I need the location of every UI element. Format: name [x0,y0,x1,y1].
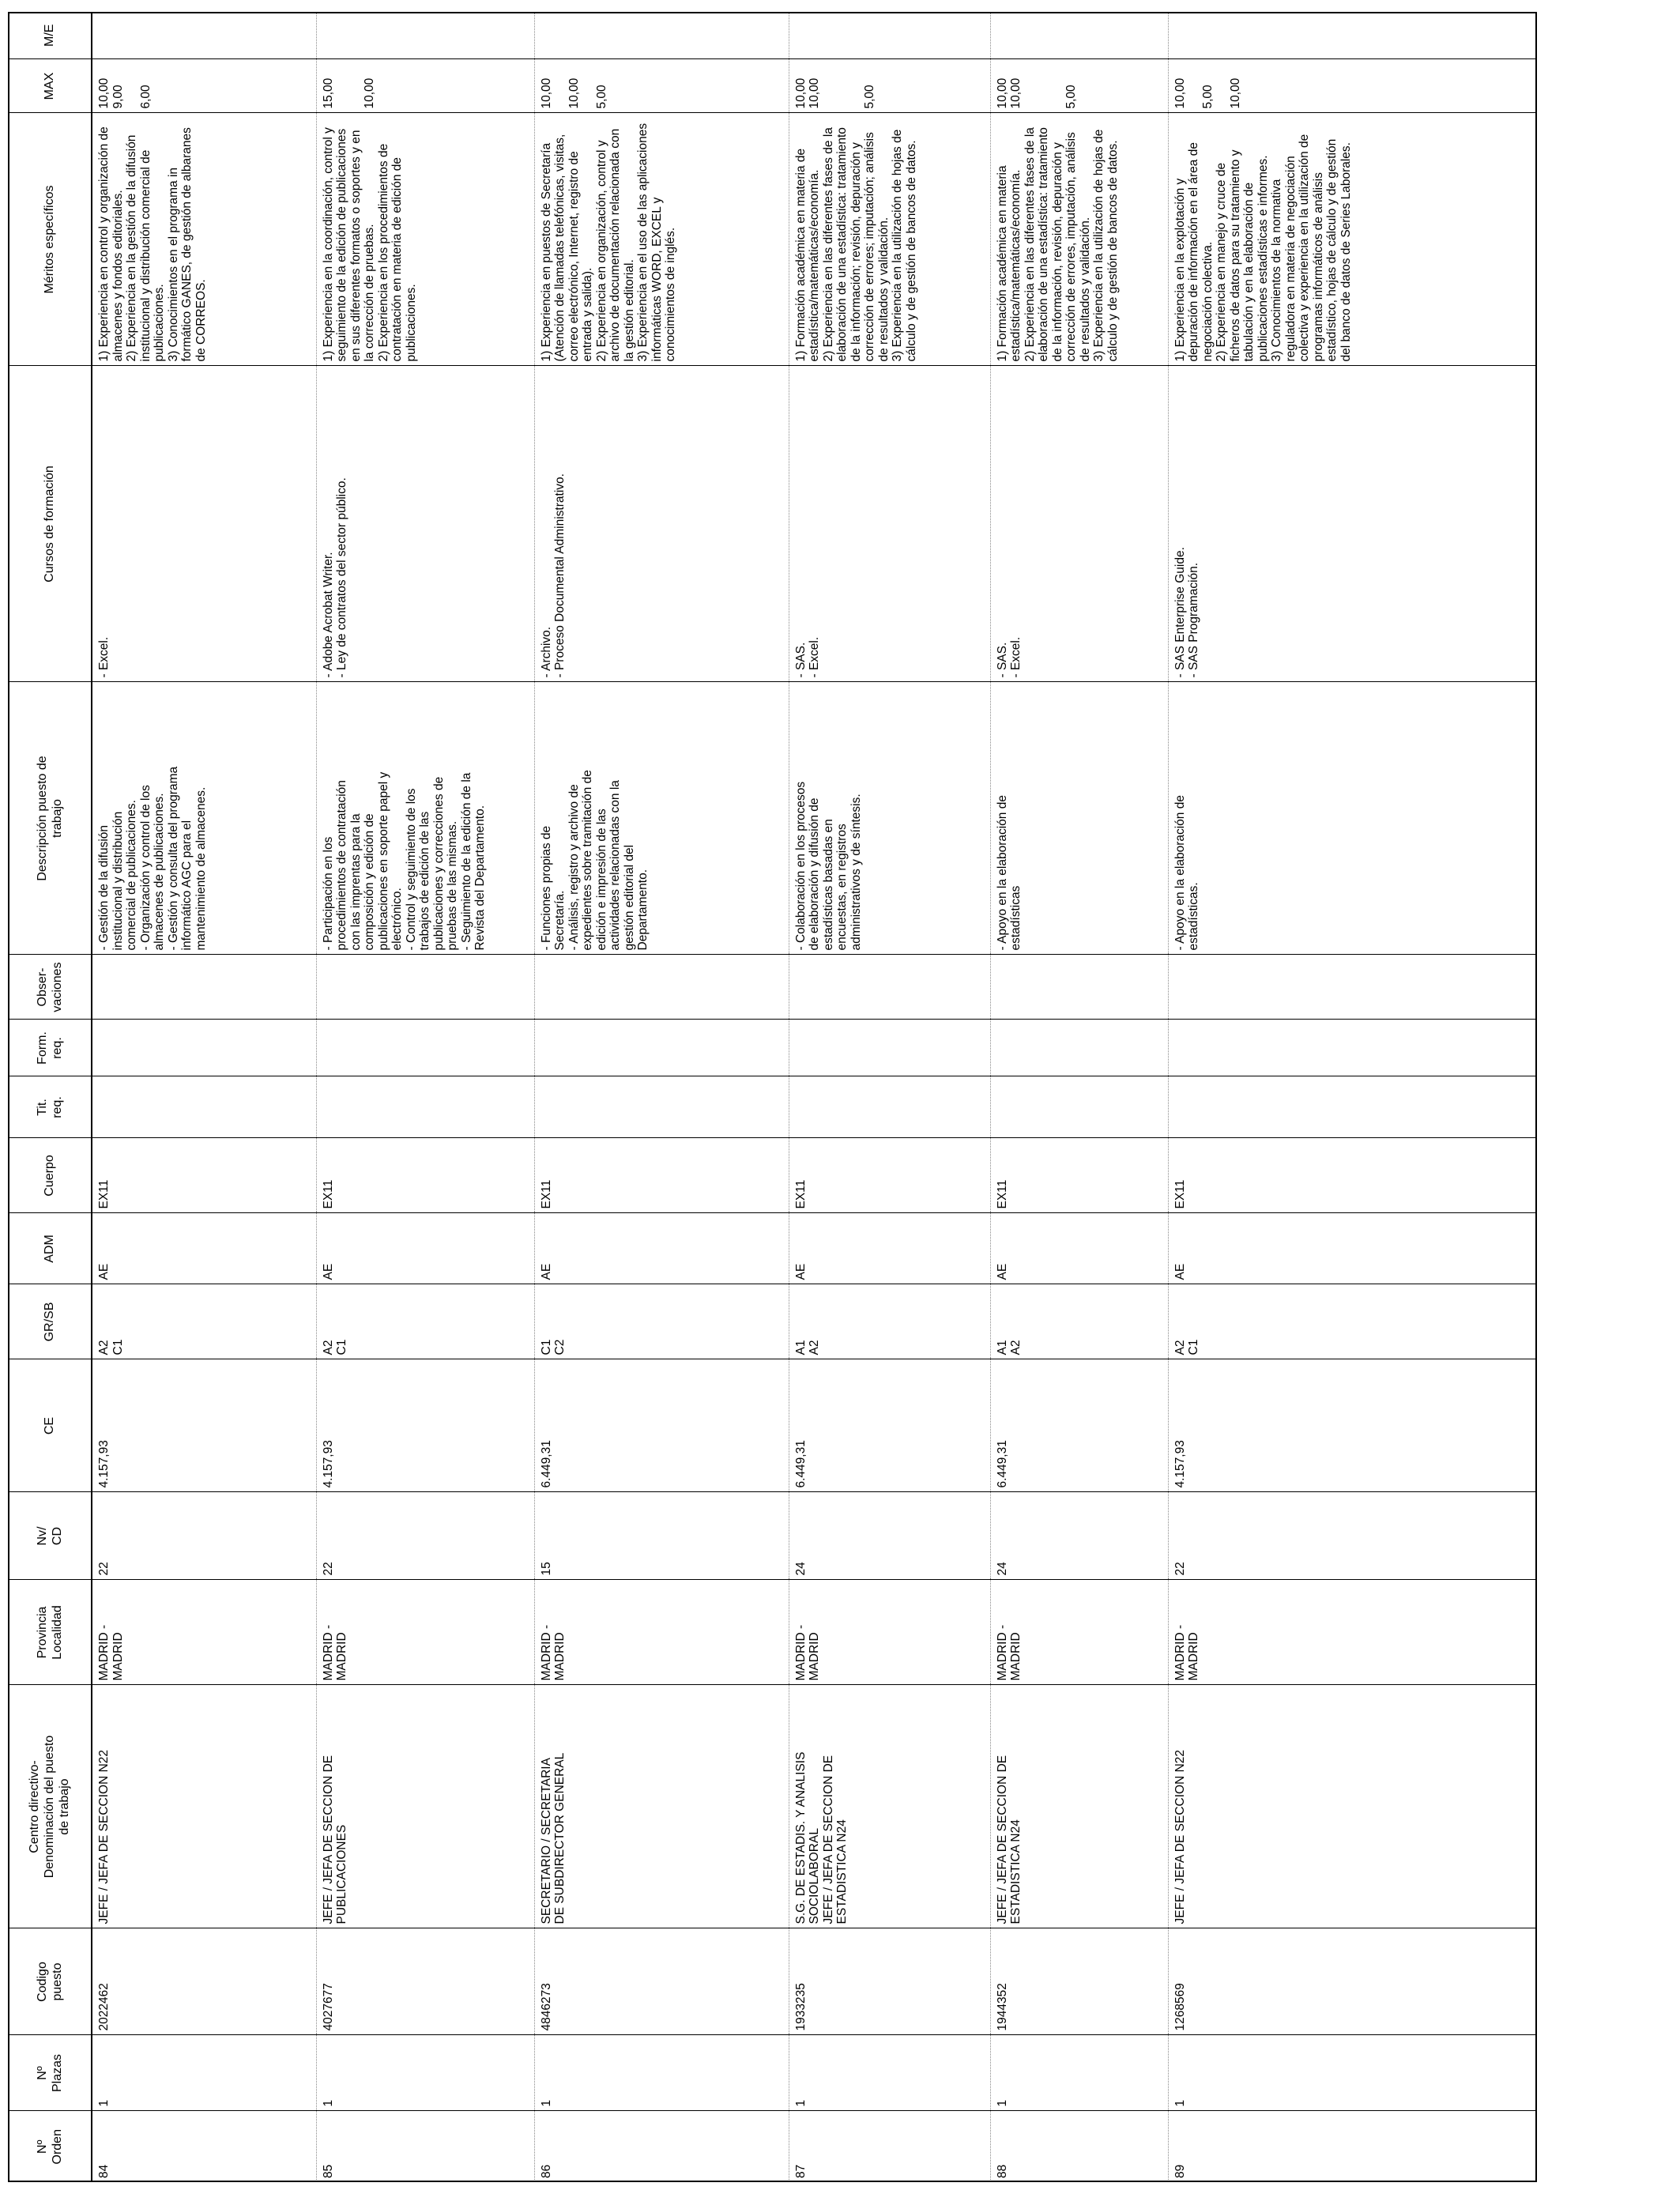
cell-text-cursos: - Excel. [97,636,111,678]
cell-adm [990,1213,1168,1284]
column-header-codigo: Codigo puesto [8,1928,92,2035]
max-score [125,63,139,109]
column-header-provincia: Provincia Localidad [8,1580,92,1685]
cell-cursos [1168,366,1537,682]
cell-text-adm: AE [1173,1263,1187,1280]
cell-codigo [990,1928,1168,2035]
cell-text-ce: 6.449,31 [793,1440,808,1488]
column-header-form: Form. req. [8,1020,92,1076]
cell-me [990,12,1168,59]
max-score: 10,00 [567,77,581,109]
max-score: 5,00 [1064,85,1078,109]
max-score: 10,00 [97,77,111,109]
cell-plazas [316,2035,534,2111]
cell-text-adm: AE [995,1263,1009,1280]
cell-form [789,1020,990,1076]
column-header-ce: CE [8,1359,92,1492]
cell-adm [316,1213,534,1284]
cell-text-cuerpo: EX11 [97,1179,111,1209]
cell-me [1168,12,1537,59]
cell-text-descripcion: - Gestión de la difusión institucional y distribución comercial de publicaciones. - Organización y control de los almacenes de publicaciones. - Gestión y consulta del programa informático AGC para el mantenimiento de almacenes. [97,766,208,951]
cell-obs [92,955,316,1020]
table-row [534,12,789,2182]
cell-codigo [316,1928,534,2035]
column-header-max: MAX [8,59,92,113]
cell-me [534,12,789,59]
cell-text-plazas: 1 [793,2099,808,2107]
column-header-plazas: Nº Plazas [8,2035,92,2111]
cell-text-codigo: 1268569 [1173,1983,1187,2031]
column-header-meritos: Méritos específicos [8,113,92,366]
cell-orden [534,2111,789,2182]
cell-codigo [92,1928,316,2035]
cell-text-plazas: 1 [97,2099,111,2107]
cell-plazas [990,2035,1168,2111]
cell-tit [92,1076,316,1138]
cell-text-provincia: MADRID - MADRID [97,1624,125,1681]
cell-adm [1168,1213,1537,1284]
cell-text-nivel: 22 [97,1562,111,1576]
max-score [1215,63,1229,109]
cell-centro [1168,1685,1537,1928]
column-header-me: M/E [8,12,92,59]
cell-text-cursos: - Archivo. - Proceso Documental Administrativo. [539,473,567,678]
cell-max [534,59,789,113]
cell-nivel [990,1492,1168,1580]
cell-plazas [789,2035,990,2111]
column-header-descripcion: Descripción puesto de trabajo [8,682,92,955]
cell-text-codigo: 2022462 [97,1983,111,2031]
cell-orden [990,2111,1168,2182]
cell-text-adm: AE [97,1263,111,1280]
cell-max [316,59,534,113]
cell-text-orden: 88 [995,2164,1009,2178]
cell-text-ce: 4.157,93 [1173,1440,1187,1488]
cell-meritos [92,113,316,366]
cell-text-grupo: A1 A2 [995,1340,1023,1355]
cell-grupo [92,1284,316,1359]
cell-form [990,1020,1168,1076]
max-score [553,63,567,109]
cell-grupo [316,1284,534,1359]
max-score [349,63,363,109]
cell-codigo [1168,1928,1537,2035]
cell-text-meritos: 1) Experiencia en la coordinación, control y seguimiento de la edición de publicaciones en sus diferentes formatos o soportes y en la corrección de pruebas. 2) Experiencia en los procedimientos de contratación en materia de edición de publicaciones. [321,127,418,362]
cell-me [316,12,534,59]
job-title: JEFE / JEFA DE SECCION N22 [1173,1749,1187,1924]
max-score [822,63,836,109]
cell-text-adm: AE [793,1263,808,1280]
job-title: JEFE / JEFA DE SECCION DE ESTADISTICA N24 [821,1755,849,1924]
cell-text-provincia: MADRID - MADRID [995,1624,1023,1681]
table-row [990,12,1168,2182]
cell-tit [789,1076,990,1138]
cell-cuerpo [1168,1138,1537,1213]
column-header-obs: Obser- vaciones [8,955,92,1020]
cell-ce [789,1359,990,1492]
cell-cuerpo [534,1138,789,1213]
cell-adm [92,1213,316,1284]
cell-orden [789,2111,990,2182]
column-header-adm: ADM [8,1213,92,1284]
cell-max [92,59,316,113]
cell-text-cursos: - SAS Enterprise Guide. - SAS Programación. [1173,547,1200,678]
cell-nivel [1168,1492,1537,1580]
job-title: JEFE / JEFA DE SECCION N22 [97,1749,111,1924]
max-score: 10,00 [808,77,821,109]
cell-text-descripcion: - Apoyo en la elaboración de estadísticas [995,795,1023,951]
cell-obs [990,955,1168,1020]
cell-text-grupo: A1 A2 [793,1340,821,1355]
cell-ce [316,1359,534,1492]
cell-text-nivel: 24 [995,1562,1009,1576]
cell-form [1168,1020,1537,1076]
cell-text-cuerpo: EX11 [1173,1179,1187,1209]
cell-text-provincia: MADRID - MADRID [321,1624,348,1681]
cell-cursos [534,366,789,682]
max-score: 10,00 [1228,77,1242,109]
cell-text-meritos: 1) Experiencia en control y organización de almacenes y fondos editoriales. 2) Experiencia en la gestión de la difusión institucional y distribución comercial de publicaciones. 3) Conocimientos en el programa in formático GANES, de gestión de albaranes de CORREOS. [97,126,208,362]
cell-adm [534,1213,789,1284]
cell-text-codigo: 4846273 [539,1983,553,2031]
cell-text-adm: AE [539,1263,553,1280]
cell-nivel [92,1492,316,1580]
max-score: 10,00 [1009,77,1023,109]
cell-plazas [534,2035,789,2111]
cell-ce [534,1359,789,1492]
cell-provincia [990,1580,1168,1685]
cell-provincia [316,1580,534,1685]
max-score: 10,00 [793,77,808,109]
cell-text-descripcion: - Participación en los procedimientos de contratación con las imprentas para la composición y edición de publicaciones en soporte papel y electrónico. - Control y seguimiento de los trabajos de edición de las publicaciones y correcciones de pruebas de las mismas. - Seguimiento de la edición de la Revista del Departamento. [321,771,487,951]
cell-text-cuerpo: EX11 [995,1179,1009,1209]
cell-centro [92,1685,316,1928]
max-score: 15,00 [321,77,335,109]
cell-max [990,59,1168,113]
cell-plazas [1168,2035,1537,2111]
max-score: 5,00 [1200,85,1215,109]
cell-meritos [789,113,990,366]
cell-text-cursos: - SAS. - Excel. [793,636,821,678]
cell-centro [990,1685,1168,1928]
cell-form [316,1020,534,1076]
job-title: SECRETARIO / SECRETARIA DE SUBDIRECTOR GENERAL [539,1752,567,1924]
cell-tit [316,1076,534,1138]
max-score: 5,00 [594,85,608,109]
cell-cuerpo [990,1138,1168,1213]
cell-orden [92,2111,316,2182]
max-score [1187,63,1201,109]
cell-nivel [316,1492,534,1580]
cell-ce [990,1359,1168,1492]
cell-grupo [990,1284,1168,1359]
column-header-tit: Tit. req. [8,1076,92,1138]
column-header-cuerpo: Cuerpo [8,1138,92,1213]
cell-text-grupo: A2 C1 [97,1339,125,1355]
column-header-centro: Centro directivo- Denominación del puesto de trabajo [8,1685,92,1928]
cell-text-ce: 6.449,31 [995,1440,1009,1488]
cell-codigo [534,1928,789,2035]
cell-plazas [92,2035,316,2111]
cell-text-grupo: A2 C1 [321,1339,348,1355]
cell-form [92,1020,316,1076]
cell-cursos [316,366,534,682]
cell-text-orden: 87 [793,2164,808,2178]
job-positions-table [8,12,1537,2182]
cell-obs [316,955,534,1020]
cell-text-orden: 84 [97,2164,111,2178]
cell-grupo [534,1284,789,1359]
cell-text-ce: 6.449,31 [539,1440,553,1488]
max-score: 6,00 [138,85,153,109]
cell-provincia [789,1580,990,1685]
table-row [92,12,316,2182]
table-row [789,12,990,2182]
cell-obs [789,955,990,1020]
job-title: JEFE / JEFA DE SECCION DE ESTADISTICA N24 [995,1755,1023,1924]
cell-text-orden: 89 [1173,2164,1187,2178]
cell-descripcion [316,682,534,955]
cell-text-ce: 4.157,93 [321,1440,335,1488]
column-header-orden: Nº Orden [8,2111,92,2182]
cell-text-plazas: 1 [995,2099,1009,2107]
cell-descripcion [92,682,316,955]
cell-centro [316,1685,534,1928]
max-score: 10,00 [539,77,553,109]
cell-meritos [534,113,789,366]
cell-text-plazas: 1 [539,2099,553,2107]
cell-text-grupo: A2 C1 [1173,1339,1200,1355]
max-score: 9,00 [111,85,125,109]
cell-text-descripcion: - Funciones propias de Secretaría. - Análisis, registro y archivo de expedientes sobre tramitación de edición e impresión de las actividades relacionadas con la gestión editorial del Departamento. [539,770,650,951]
cell-centro [534,1685,789,1928]
max-score: 10,00 [995,77,1009,109]
cell-max [789,59,990,113]
max-score [849,63,864,109]
cell-text-nivel: 22 [1173,1562,1187,1576]
cell-text-ce: 4.157,93 [97,1440,111,1488]
column-header-nivel: Nv/ CD [8,1492,92,1580]
cell-obs [1168,955,1537,1020]
max-score [1051,63,1065,109]
max-score [335,63,349,109]
cell-text-provincia: MADRID - MADRID [1173,1624,1200,1681]
cell-text-nivel: 15 [539,1562,553,1576]
cell-nivel [534,1492,789,1580]
cell-descripcion [534,682,789,955]
cell-text-meritos: 1) Experiencia en la explotación y depuración de información en el área de negociación colectiva. 2) Experiencia en manejo y cruce de ficheros de datos para su tratamiento y tabulación y en la elaboración de publicaciones estadísticas e informes. 3) Conocimientos de la normativa reguladora en materia de negociación colectiva y experiencia en la utilización de programas informáticos de análisis estadístico, hojas de cálculo y de gestión del banco de datos de Series Laborales. [1173,134,1353,362]
max-score [581,63,595,109]
cell-meritos [316,113,534,366]
cell-text-nivel: 22 [321,1562,335,1576]
cell-codigo [789,1928,990,2035]
cell-text-meritos: 1) Formación académica en materia de estadística/matemáticas/economía. 2) Experiencia en las diferentes fases de la elaboración de una estadística: tratamiento de la información; revisión, depuración y corrección de errores; imputación; análisis de resultados y validación. 3) Experiencia en la utilización de hojas de cálculo y de gestión de bancos de datos. [793,127,918,362]
cell-cuerpo [316,1138,534,1213]
cell-meritos [990,113,1168,366]
cell-text-plazas: 1 [321,2099,335,2107]
max-score: 10,00 [1173,77,1187,109]
max-score [835,63,849,109]
cell-me [92,12,316,59]
cell-cuerpo [92,1138,316,1213]
cell-cuerpo [789,1138,990,1213]
cell-orden [316,2111,534,2182]
cell-cursos [789,366,990,682]
max-score [1037,63,1051,109]
cell-grupo [1168,1284,1537,1359]
cell-provincia [534,1580,789,1685]
cell-cursos [990,366,1168,682]
cell-orden [1168,2111,1537,2182]
cell-text-codigo: 1933235 [793,1983,808,2031]
cell-text-provincia: MADRID - MADRID [793,1624,821,1681]
job-title: JEFE / JEFA DE SECCION DE PUBLICACIONES [321,1755,348,1924]
cell-text-descripcion: - Colaboración en los procesos de elaboración y difusión de estadísticas basadas en encuestas, en registros administrativos y de síntesis. [793,781,863,951]
cell-obs [534,955,789,1020]
cell-centro [789,1685,990,1928]
max-score [1023,63,1038,109]
cell-text-cuerpo: EX11 [793,1179,808,1209]
cell-text-descripcion: - Apoyo en la elaboración de estadísticas. [1173,795,1200,951]
cell-tit [534,1076,789,1138]
cell-descripcion [990,682,1168,955]
max-score: 10,00 [363,77,376,109]
cell-grupo [789,1284,990,1359]
cell-text-cuerpo: EX11 [321,1179,335,1209]
cell-max [1168,59,1537,113]
column-header-cursos: Cursos de formación [8,366,92,682]
header-row [8,12,92,2182]
cell-text-plazas: 1 [1173,2099,1187,2107]
cell-provincia [1168,1580,1537,1685]
centro-directivo-label: S.G. DE ESTADIS. Y ANALISIS SOCIOLABORAL [793,1751,821,1924]
max-score: 5,00 [863,85,876,109]
cell-cursos [92,366,316,682]
cell-ce [92,1359,316,1492]
cell-text-cursos: - Adobe Acrobat Writer. - Ley de contratos del sector público. [321,477,348,678]
cell-tit [1168,1076,1537,1138]
table-row [1168,12,1537,2182]
cell-ce [1168,1359,1537,1492]
cell-adm [789,1213,990,1284]
table-row [316,12,534,2182]
cell-descripcion [789,682,990,955]
cell-text-meritos: 1) Experiencia en puestos de Secretaría (Atención de llamadas telefónicas, visitas, correo electrónico, Internet, registro de entrada y salida). 2) Experiencia en organización, control y archivo de documentación relacionada con la gestión editorial. 3) Experiencia en el uso de las aplicaciones informáticas WORD, EXCEL y conocimientos de inglés. [539,123,677,362]
cell-text-orden: 85 [321,2164,335,2178]
cell-text-grupo: C1 C2 [539,1339,567,1355]
cell-text-cuerpo: EX11 [539,1179,553,1209]
table-body [92,12,1537,2182]
cell-form [534,1020,789,1076]
cell-nivel [789,1492,990,1580]
cell-text-codigo: 4027677 [321,1983,335,2031]
cell-descripcion [1168,682,1537,955]
cell-text-orden: 86 [539,2164,553,2178]
cell-provincia [92,1580,316,1685]
cell-text-meritos: 1) Formación académica en materia estadística/matemáticas/economía. 2) Experiencia en las diferentes fases de la elaboración de una estadística: tratamiento de la información, revisión, depuración y corrección de errores, imputación, análisis de resultados y validación. 3) Experiencia en la utilización de hojas de cálculo y de gestión de bancos de datos. [995,127,1120,362]
cell-meritos [1168,113,1537,366]
cell-me [789,12,990,59]
cell-text-adm: AE [321,1263,335,1280]
cell-text-cursos: - SAS. - Excel. [995,636,1023,678]
cell-text-nivel: 24 [793,1562,808,1576]
column-header-grupo: GR/SB [8,1284,92,1359]
cell-tit [990,1076,1168,1138]
cell-text-provincia: MADRID - MADRID [539,1624,567,1681]
cell-text-codigo: 1944352 [995,1983,1009,2031]
